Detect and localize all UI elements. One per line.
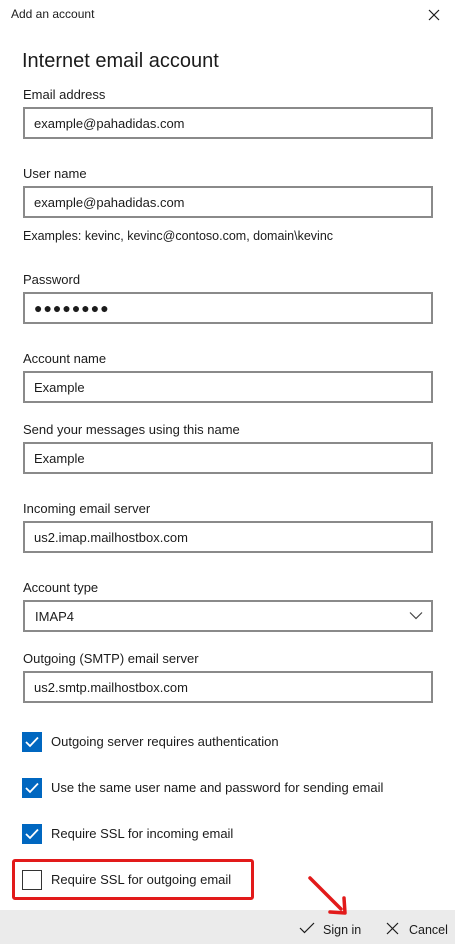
incoming-server-label: Incoming email server bbox=[23, 501, 151, 516]
close-icon bbox=[428, 9, 440, 21]
account-type-label: Account type bbox=[23, 580, 99, 595]
account-name-label: Account name bbox=[23, 351, 107, 366]
close-icon bbox=[386, 922, 399, 935]
footer-bar bbox=[0, 910, 455, 944]
checkbox-checked[interactable] bbox=[22, 732, 42, 752]
account-type-value: IMAP4 bbox=[35, 609, 75, 624]
outgoing-server-label: Outgoing (SMTP) email server bbox=[23, 651, 199, 666]
checkbox-checked[interactable] bbox=[22, 778, 42, 798]
sign-in-button[interactable] bbox=[294, 910, 370, 944]
checkbox-label: Outgoing server requires authentication bbox=[51, 734, 279, 749]
checkbox-unchecked[interactable] bbox=[22, 870, 42, 890]
password-label: Password bbox=[23, 272, 81, 287]
password-field[interactable] bbox=[23, 292, 433, 324]
checkbox-label: Require SSL for incoming email bbox=[51, 826, 234, 841]
cancel-button[interactable] bbox=[380, 910, 450, 944]
account-name-field[interactable] bbox=[23, 371, 433, 403]
username-hint: Examples: kevinc, kevinc@contoso.com, domain\kevinc bbox=[23, 229, 334, 243]
username-field[interactable] bbox=[23, 186, 433, 218]
checkbox-label: Use the same user name and password for sending email bbox=[51, 780, 384, 795]
chevron-down-icon bbox=[409, 611, 423, 620]
send-name-field[interactable] bbox=[23, 442, 433, 474]
checkmark-icon bbox=[299, 922, 315, 934]
username-label: User name bbox=[23, 166, 87, 181]
checkbox-label: Require SSL for outgoing email bbox=[51, 872, 232, 887]
cancel-label: Cancel bbox=[409, 923, 448, 937]
checkmark-icon bbox=[25, 828, 39, 840]
checkmark-icon bbox=[25, 736, 39, 748]
checkmark-icon bbox=[25, 782, 39, 794]
send-name-label: Send your messages using this name bbox=[23, 422, 240, 437]
page-title: Internet email account bbox=[22, 50, 219, 72]
incoming-server-field[interactable] bbox=[23, 521, 433, 553]
outgoing-server-field[interactable] bbox=[23, 671, 433, 703]
checkbox-checked[interactable] bbox=[22, 824, 42, 844]
account-type-select[interactable] bbox=[23, 600, 433, 632]
email-field[interactable] bbox=[23, 107, 433, 139]
close-button[interactable] bbox=[422, 4, 446, 26]
window-title: Add an account bbox=[11, 7, 95, 21]
title-bar bbox=[0, 0, 455, 30]
sign-in-label: Sign in bbox=[323, 923, 362, 937]
email-label: Email address bbox=[23, 87, 106, 102]
